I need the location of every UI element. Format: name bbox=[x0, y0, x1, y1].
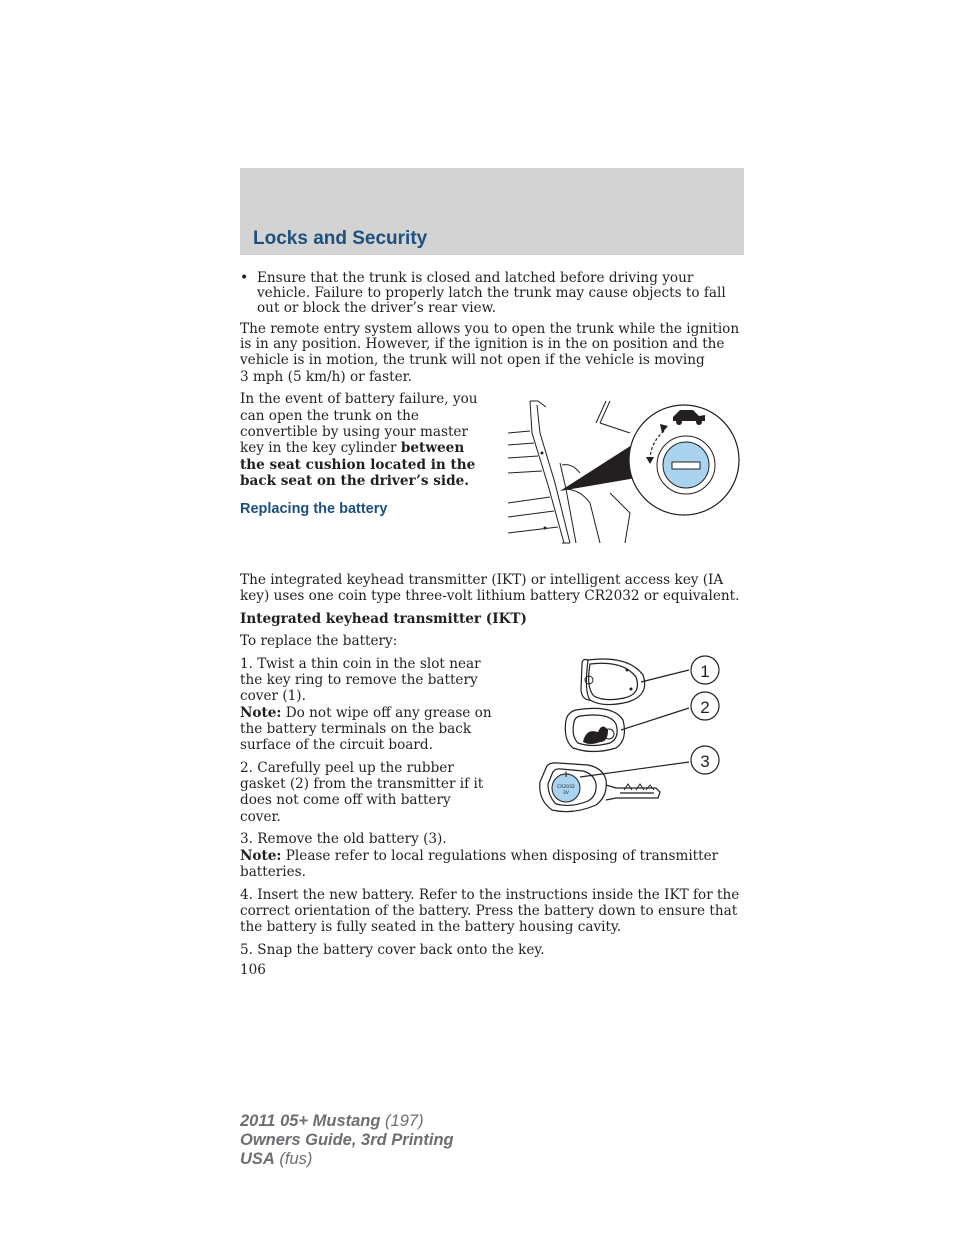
note-label: Note: bbox=[240, 848, 282, 864]
footer-printing: Owners Guide, 3rd Printing bbox=[240, 1131, 454, 1149]
battery-voltage-label: 3V bbox=[563, 791, 569, 796]
step-line: 1. Twist a thin coin in the slot near bbox=[240, 656, 481, 672]
footer-model: 2011 05+ Mustang bbox=[240, 1112, 381, 1130]
bullet-line: vehicle. Failure to properly latch the trunk may cause objects to fall bbox=[257, 285, 726, 301]
step-line: correct orientation of the battery. Press the battery down to ensure that bbox=[240, 903, 738, 919]
step-line: 3. Remove the old battery (3). bbox=[240, 831, 447, 847]
paragraph-line: To replace the battery: bbox=[240, 633, 398, 649]
paragraph-line: The remote entry system allows you to open the trunk while the ignition bbox=[240, 321, 740, 337]
page-title: Locks and Security bbox=[253, 228, 428, 249]
footer-market-code: (fus) bbox=[274, 1150, 313, 1168]
footer-code: (197) bbox=[380, 1112, 424, 1130]
heading-ikt: Integrated keyhead transmitter (IKT) bbox=[240, 611, 527, 627]
footer-market: USA bbox=[240, 1150, 275, 1168]
paragraph-line: The integrated keyhead transmitter (IKT) or intelligent access key (IA bbox=[240, 572, 724, 588]
trunk-key-cylinder-illustration bbox=[500, 393, 745, 553]
paragraph-line: can open the trunk on the bbox=[240, 408, 419, 424]
bullet-line: Ensure that the trunk is closed and latched before driving your bbox=[257, 270, 694, 286]
note-line: batteries. bbox=[240, 864, 306, 880]
heading-replacing-battery: Replacing the battery bbox=[240, 501, 388, 517]
footer-line bbox=[240, 1131, 454, 1150]
paragraph-line: In the event of battery failure, you bbox=[240, 391, 478, 407]
step-line: 2. Carefully peel up the rubber bbox=[240, 760, 454, 776]
note-text: Do not wipe off any grease on bbox=[281, 705, 492, 721]
callout-2: 2 bbox=[700, 698, 710, 717]
paragraph-line bbox=[240, 440, 464, 456]
note-text: Please refer to local regulations when disposing of transmitter bbox=[281, 848, 719, 864]
paragraph-bold: between bbox=[400, 440, 465, 456]
paragraph-bold-line: back seat on the driver’s side. bbox=[240, 473, 469, 489]
step-line: cover (1). bbox=[240, 688, 306, 704]
step-line: does not come off with battery bbox=[240, 792, 451, 808]
page-number: 106 bbox=[240, 962, 266, 978]
paragraph-line: key) uses one coin type three-volt lithium battery CR2032 or equivalent. bbox=[240, 588, 740, 604]
paragraph-line: convertible by using your master bbox=[240, 424, 468, 440]
step-line: 4. Insert the new battery. Refer to the instructions inside the IKT for the bbox=[240, 887, 740, 903]
bullet-marker: • bbox=[240, 270, 249, 286]
step-line: cover. bbox=[240, 809, 281, 825]
key-battery-illustration bbox=[528, 650, 728, 822]
battery-plus-sign: + bbox=[562, 770, 570, 780]
paragraph-text: key in the key cylinder bbox=[240, 440, 401, 456]
footer-line bbox=[240, 1112, 454, 1131]
note-line: the battery terminals on the back bbox=[240, 721, 472, 737]
step-line: the battery is fully seated in the battery housing cavity. bbox=[240, 919, 622, 935]
note-label: Note: bbox=[240, 705, 282, 721]
paragraph-line: is in any position. However, if the ignition is in the on position and the bbox=[240, 336, 725, 352]
battery-label: CR2032 bbox=[557, 785, 575, 790]
paragraph-bold-line: the seat cushion located in the bbox=[240, 457, 476, 473]
paragraph-line: 3 mph (5 km/h) or faster. bbox=[240, 369, 412, 385]
footer-imprint bbox=[240, 1112, 454, 1169]
note-line bbox=[240, 848, 718, 864]
step-line: 5. Snap the battery cover back onto the key. bbox=[240, 942, 545, 958]
step-line: gasket (2) from the transmitter if it bbox=[240, 776, 484, 792]
paragraph-line: vehicle is in motion, the trunk will not open if the vehicle is moving bbox=[240, 352, 705, 368]
rubber-gasket-part bbox=[565, 708, 624, 751]
step-line: the key ring to remove the battery bbox=[240, 672, 478, 688]
bullet-line: out or block the driver’s rear view. bbox=[257, 300, 496, 316]
note-line: surface of the circuit board. bbox=[240, 737, 433, 753]
note-line bbox=[240, 705, 492, 721]
callout-3: 3 bbox=[700, 752, 710, 771]
callout-1: 1 bbox=[700, 662, 710, 681]
footer-line bbox=[240, 1150, 454, 1169]
